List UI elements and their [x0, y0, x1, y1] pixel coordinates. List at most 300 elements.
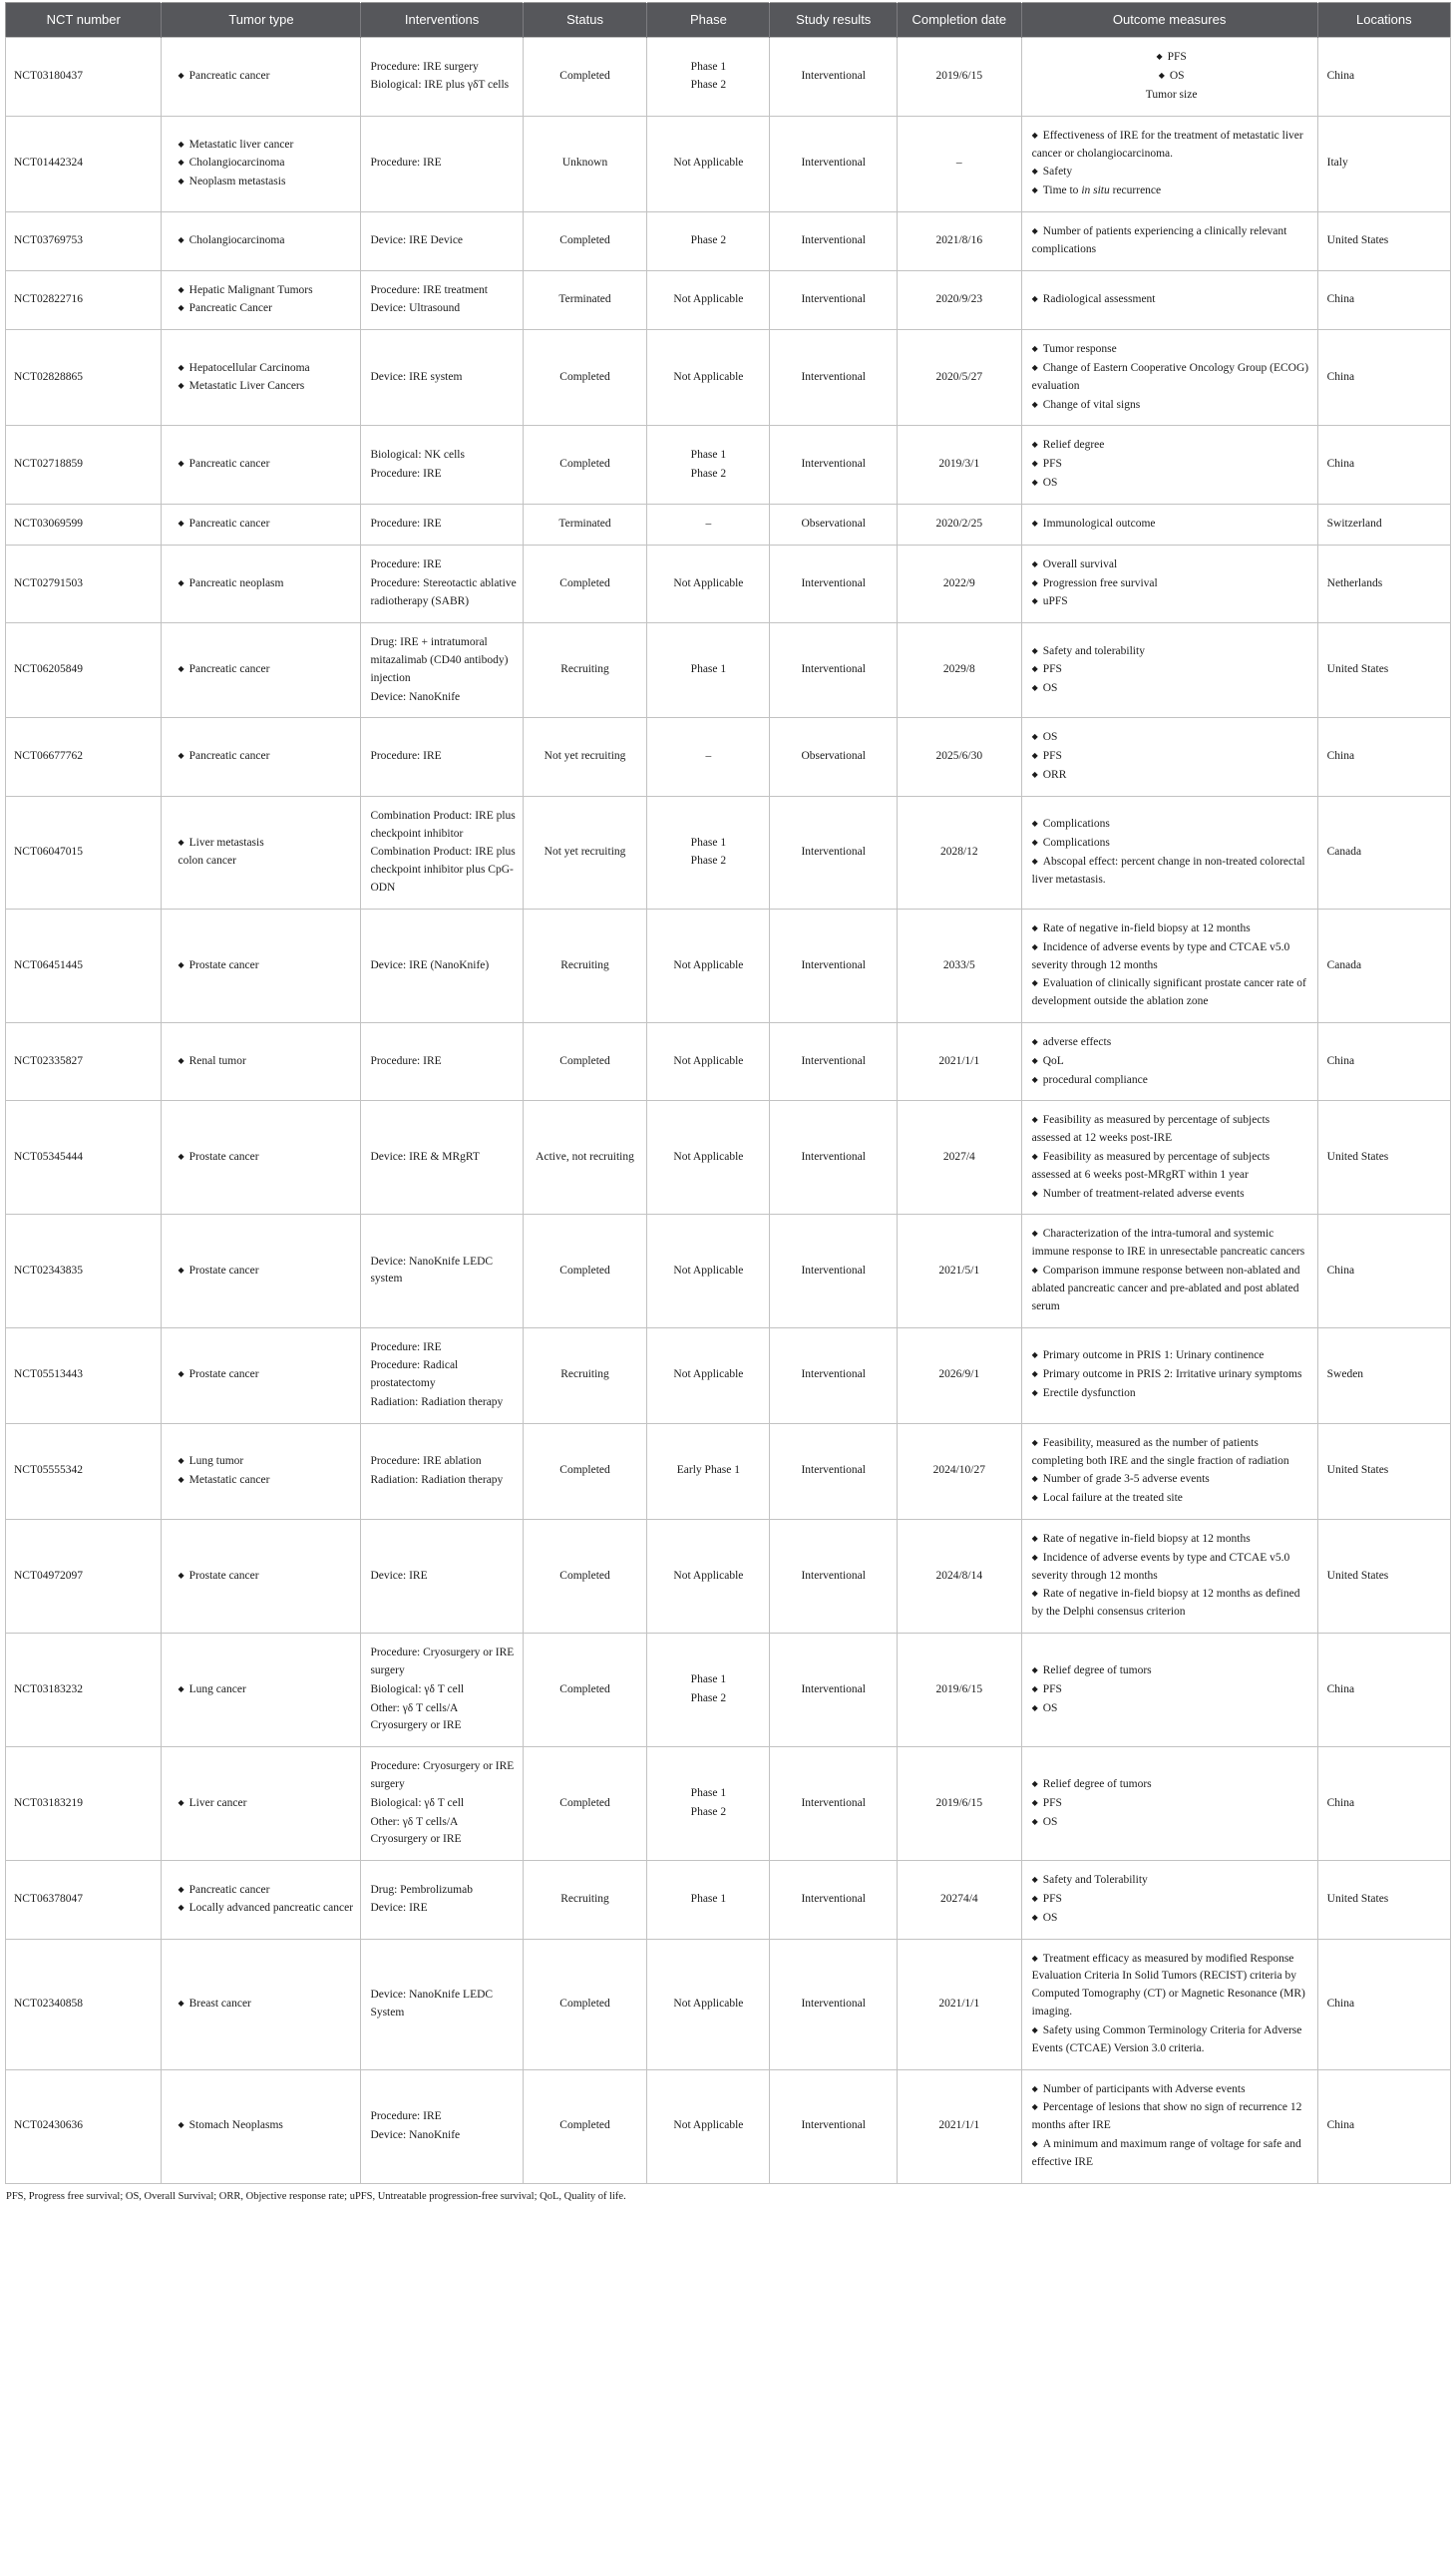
bullet-item: ◆ Locally advanced pancreatic cancer: [178, 1902, 354, 1915]
text-line: Other: γδ T cells/A Cryosurgery or IRE: [370, 1701, 462, 1732]
diamond-bullet-icon: ◆: [1031, 645, 1038, 655]
cell-locations: United States: [1317, 1423, 1450, 1519]
cell-status: Completed: [523, 545, 647, 622]
bullet-item: ◆ Pancreatic neoplasm: [178, 576, 284, 589]
cell-outcome-measures: [1021, 1022, 1317, 1100]
cell-phase: [647, 623, 770, 718]
diamond-bullet-icon: ◆: [1031, 1953, 1038, 1963]
bullet-item: ◆ Rate of negative in-field biopsy at 12 months: [1031, 1533, 1251, 1545]
cell-phase: [647, 718, 770, 796]
text-line: Procedure: IRE: [370, 157, 442, 170]
text-line: Device: NanoKnife: [370, 2128, 461, 2141]
diamond-bullet-icon: ◆: [178, 1797, 184, 1807]
bullet-item: ◆ Erectile dysfunction: [1031, 1387, 1136, 1400]
bullet-item: ◆ Pancreatic cancer: [178, 458, 270, 471]
cell-interventions: [361, 1423, 523, 1519]
cell-outcome-measures: [1021, 270, 1317, 330]
cell-interventions: [361, 796, 523, 909]
diamond-bullet-icon: ◆: [1031, 1055, 1038, 1065]
cell-study-results: Interventional: [770, 116, 898, 211]
bullet-item: ◆ Rate of negative in-field biopsy at 12 months: [1031, 921, 1251, 934]
table-row: [6, 1634, 1451, 1747]
cell-nct-number: NCT02340858: [6, 1939, 162, 2069]
table-row: [6, 623, 1451, 718]
diamond-bullet-icon: ◆: [1031, 1894, 1038, 1903]
text-line: Combination Product: IRE plus checkpoint inhibitor: [370, 809, 516, 840]
cell-nct-number: NCT02718859: [6, 426, 162, 504]
cell-tumor-type: [162, 1327, 361, 1423]
diamond-bullet-icon: ◆: [1031, 922, 1038, 932]
cell-status: Completed: [523, 1423, 647, 1519]
text-line: colon cancer: [178, 855, 236, 868]
cell-outcome-measures: [1021, 1215, 1317, 1327]
bullet-item: ◆ Relief degree of tumors: [1031, 1777, 1152, 1790]
diamond-bullet-icon: ◆: [1031, 363, 1038, 372]
table-row: [6, 1215, 1451, 1327]
table-row: [6, 909, 1451, 1022]
diamond-bullet-icon: ◆: [178, 1884, 184, 1894]
bullet-item: ◆ Number of treatment-related adverse events: [1031, 1187, 1245, 1200]
cell-nct-number: NCT04972097: [6, 1520, 162, 1634]
cell-locations: United States: [1317, 211, 1450, 270]
bullet-item: ◆ Safety using Common Terminology Criteria for Adverse Events (CTCAE) Version 3.0 criteria.: [1031, 2023, 1302, 2054]
text-line: Phase 2: [690, 233, 727, 246]
text-line: Procedure: Cryosurgery or IRE surgery: [370, 1647, 515, 1676]
text-line: Not Applicable: [673, 1054, 744, 1067]
cell-locations: Italy: [1317, 116, 1450, 211]
diamond-bullet-icon: ◆: [1031, 1036, 1038, 1046]
cell-locations: China: [1317, 1634, 1450, 1747]
text-line: Biological: γδ T cell: [370, 1796, 465, 1809]
bullet-item: ◆ PFS: [1031, 458, 1062, 471]
bullet-item: ◆ Renal tumor: [178, 1054, 246, 1067]
bullet-item: ◆ OS: [1031, 1701, 1058, 1714]
diamond-bullet-icon: ◆: [178, 1570, 184, 1580]
cell-completion-date: 2019/6/15: [897, 1634, 1021, 1747]
bullet-item: ◆ Prostate cancer: [178, 1264, 259, 1277]
text-line: Procedure: IRE ablation: [370, 1455, 482, 1468]
cell-outcome-measures: [1021, 116, 1317, 211]
diamond-bullet-icon: ◆: [178, 664, 184, 674]
text-line: Not Applicable: [673, 1997, 744, 2010]
diamond-bullet-icon: ◆: [1156, 52, 1163, 62]
bullet-item: ◆ Immunological outcome: [1031, 517, 1156, 530]
cell-outcome-measures: [1021, 2069, 1317, 2183]
cell-study-results: Interventional: [770, 330, 898, 426]
cell-status: Not yet recruiting: [523, 796, 647, 909]
cell-completion-date: 2022/9: [897, 545, 1021, 622]
cell-status: Completed: [523, 330, 647, 426]
diamond-bullet-icon: ◆: [178, 177, 184, 186]
text-line: Procedure: IRE treatment: [370, 283, 488, 296]
cell-nct-number: NCT02828865: [6, 330, 162, 426]
diamond-bullet-icon: ◆: [1031, 978, 1038, 988]
bullet-item: ◆ OS: [1031, 1815, 1058, 1828]
cell-interventions: [361, 116, 523, 211]
bullet-item: ◆ Progression free survival: [1031, 576, 1158, 589]
text-line: Device: IRE (NanoKnife): [370, 958, 490, 971]
diamond-bullet-icon: ◆: [1031, 1474, 1038, 1484]
table-row: [6, 1327, 1451, 1423]
cell-tumor-type: [162, 1939, 361, 2069]
cell-interventions: [361, 504, 523, 545]
cell-nct-number: NCT02343835: [6, 1215, 162, 1327]
diamond-bullet-icon: ◆: [178, 158, 184, 168]
cell-study-results: Interventional: [770, 1520, 898, 1634]
text-line: Device: Ultrasound: [370, 302, 461, 315]
diamond-bullet-icon: ◆: [178, 1683, 184, 1693]
cell-interventions: [361, 1861, 523, 1939]
cell-locations: China: [1317, 1747, 1450, 1861]
cell-locations: China: [1317, 1022, 1450, 1100]
cell-nct-number: NCT02335827: [6, 1022, 162, 1100]
cell-tumor-type: [162, 38, 361, 116]
cell-locations: Canada: [1317, 796, 1450, 909]
diamond-bullet-icon: ◆: [1031, 1152, 1038, 1161]
bullet-item: ◆ Incidence of adverse events by type and CTCAE v5.0 severity through 12 months: [1031, 1551, 1290, 1582]
cell-tumor-type: [162, 1634, 361, 1747]
cell-phase: [647, 426, 770, 504]
cell-nct-number: NCT06378047: [6, 1861, 162, 1939]
bullet-item: ◆ Incidence of adverse events by type and CTCAE v5.0 severity through 12 months: [1031, 940, 1290, 971]
bullet-item: ◆ OS: [1031, 682, 1058, 695]
table-row: [6, 270, 1451, 330]
text-line: Biological: γδ T cell: [370, 1682, 465, 1695]
cell-locations: Switzerland: [1317, 504, 1450, 545]
bullet-item: ◆ Feasibility as measured by percentage of subjects assessed at 6 weeks post-MRgRT within 1 year: [1031, 1151, 1271, 1181]
text-line: Device: NanoKnife LEDC system: [370, 1255, 494, 1286]
cell-tumor-type: [162, 796, 361, 909]
cell-study-results: Interventional: [770, 796, 898, 909]
cell-outcome-measures: [1021, 426, 1317, 504]
diamond-bullet-icon: ◆: [1031, 1816, 1038, 1826]
diamond-bullet-icon: ◆: [178, 139, 184, 149]
table-row: [6, 426, 1451, 504]
cell-phase: [647, 270, 770, 330]
table-row: [6, 2069, 1451, 2183]
bullet-item: ◆ Relief degree of tumors: [1031, 1663, 1152, 1676]
text-line: Procedure: IRE: [370, 467, 442, 480]
table-row: [6, 211, 1451, 270]
text-line: Not Applicable: [673, 370, 744, 383]
diamond-bullet-icon: ◆: [1031, 293, 1038, 303]
bullet-item: ◆ Prostate cancer: [178, 1151, 259, 1163]
bullet-item: ◆ procedural compliance: [1031, 1073, 1148, 1086]
cell-status: Completed: [523, 2069, 647, 2183]
cell-outcome-measures: [1021, 1939, 1317, 2069]
bullet-item: ◆ Neoplasm metastasis: [178, 176, 286, 188]
cell-phase: [647, 211, 770, 270]
bullet-item: ◆ Metastatic Liver Cancers: [178, 380, 305, 393]
bullet-item: ◆ Pancreatic Cancer: [178, 302, 272, 315]
diamond-bullet-icon: ◆: [1031, 770, 1038, 779]
text-line: Phase 1: [690, 836, 727, 849]
bullet-item: ◆ Cholangiocarcinoma: [178, 233, 285, 246]
text-line: Not Applicable: [673, 576, 744, 589]
diamond-bullet-icon: ◆: [178, 751, 184, 761]
text-line: Procedure: IRE: [370, 1054, 442, 1067]
diamond-bullet-icon: ◆: [1031, 1912, 1038, 1922]
bullet-item: ◆ Complications: [1031, 818, 1110, 831]
text-line: Not Applicable: [673, 958, 744, 971]
cell-status: Completed: [523, 1520, 647, 1634]
cell-phase: [647, 1327, 770, 1423]
diamond-bullet-icon: ◆: [1031, 751, 1038, 761]
text-line: Drug: IRE + intratumoral mitazalimab (CD40 antibody) injection: [370, 636, 509, 684]
text-line: Phase 2: [690, 1806, 727, 1819]
text-line: Drug: Pembrolizumab: [370, 1883, 473, 1896]
cell-nct-number: NCT03183219: [6, 1747, 162, 1861]
diamond-bullet-icon: ◆: [1031, 1437, 1038, 1447]
table-row: [6, 1423, 1451, 1519]
header-row: [6, 3, 1451, 38]
bullet-item: ◆ Relief degree: [1031, 439, 1105, 452]
bullet-item: ◆ Number of grade 3-5 adverse events: [1031, 1473, 1210, 1486]
text-line: Not Applicable: [673, 1151, 744, 1163]
cell-completion-date: 2021/5/1: [897, 1215, 1021, 1327]
bullet-item: ◆ Evaluation of clinically significant prostate cancer rate of development outside the ablation zone: [1031, 977, 1306, 1008]
cell-locations: China: [1317, 270, 1450, 330]
bullet-item: ◆ OS: [1031, 477, 1058, 490]
cell-tumor-type: [162, 1101, 361, 1215]
text-line: Tumor size: [1145, 88, 1198, 101]
diamond-bullet-icon: ◆: [1158, 71, 1165, 81]
text-line: Not Applicable: [673, 292, 744, 305]
diamond-bullet-icon: ◆: [1031, 856, 1038, 866]
cell-interventions: [361, 426, 523, 504]
diamond-bullet-icon: ◆: [1031, 558, 1038, 568]
bullet-item: ◆ Characterization of the intra-tumoral and systemic immune response to IRE in unresectable pancreatic cancers: [1031, 1228, 1305, 1259]
diamond-bullet-icon: ◆: [1031, 478, 1038, 488]
cell-interventions: [361, 211, 523, 270]
diamond-bullet-icon: ◆: [1031, 1875, 1038, 1885]
text-line: Phase 1: [690, 1893, 727, 1905]
text-line: Phase 1: [690, 1673, 727, 1686]
text-line: Not Applicable: [673, 1569, 744, 1582]
cell-interventions: [361, 1747, 523, 1861]
cell-nct-number: NCT03180437: [6, 38, 162, 116]
cell-completion-date: 2027/4: [897, 1101, 1021, 1215]
cell-completion-date: 2020/5/27: [897, 330, 1021, 426]
diamond-bullet-icon: ◆: [1031, 819, 1038, 829]
bullet-item: ◆ Pancreatic cancer: [178, 750, 270, 763]
text-line: Not Applicable: [673, 1368, 744, 1381]
cell-interventions: [361, 718, 523, 796]
cell-study-results: Interventional: [770, 1101, 898, 1215]
diamond-bullet-icon: ◆: [1031, 1369, 1038, 1379]
table-row: [6, 796, 1451, 909]
bullet-item: ◆ Time to in situ recurrence: [1031, 184, 1162, 197]
cell-nct-number: NCT02791503: [6, 545, 162, 622]
cell-tumor-type: [162, 211, 361, 270]
cell-status: Active, not recruiting: [523, 1101, 647, 1215]
cell-status: Completed: [523, 1634, 647, 1747]
text-line: Procedure: IRE: [370, 750, 442, 763]
bullet-item: ◆ Primary outcome in PRIS 1: Urinary continence: [1031, 1349, 1265, 1362]
diamond-bullet-icon: ◆: [1031, 1074, 1038, 1084]
cell-outcome-measures: [1021, 211, 1317, 270]
cell-completion-date: 2020/2/25: [897, 504, 1021, 545]
text-line: Combination Product: IRE plus checkpoint inhibitor plus CpG-ODN: [370, 846, 516, 895]
cell-interventions: [361, 1939, 523, 2069]
cell-locations: China: [1317, 426, 1450, 504]
diamond-bullet-icon: ◆: [1031, 941, 1038, 951]
text-line: Not Applicable: [673, 2119, 744, 2132]
bullet-item: ◆ Lung tumor: [178, 1455, 244, 1468]
cell-locations: Sweden: [1317, 1327, 1450, 1423]
cell-locations: United States: [1317, 623, 1450, 718]
text-line: Device: NanoKnife: [370, 690, 461, 703]
table-row: [6, 718, 1451, 796]
cell-locations: China: [1317, 38, 1450, 116]
cell-locations: United States: [1317, 1861, 1450, 1939]
cell-completion-date: 2019/3/1: [897, 426, 1021, 504]
cell-nct-number: NCT06677762: [6, 718, 162, 796]
cell-tumor-type: [162, 504, 361, 545]
diamond-bullet-icon: ◆: [178, 1474, 184, 1484]
text-line: Radiation: Radiation therapy: [370, 1473, 504, 1486]
bullet-item: ◆ Safety and tolerability: [1031, 644, 1145, 657]
cell-study-results: Observational: [770, 504, 898, 545]
bullet-item: ◆ Metastatic cancer: [178, 1473, 270, 1486]
diamond-bullet-icon: ◆: [1031, 1229, 1038, 1239]
diamond-bullet-icon: ◆: [178, 1055, 184, 1065]
cell-completion-date: 2021/1/1: [897, 1022, 1021, 1100]
cell-outcome-measures: [1021, 1747, 1317, 1861]
table-row: [6, 1747, 1451, 1861]
cell-phase: [647, 1215, 770, 1327]
cell-tumor-type: [162, 1747, 361, 1861]
cell-completion-date: 2033/5: [897, 909, 1021, 1022]
text-line: Phase 2: [690, 1692, 727, 1705]
text-line: Other: γδ T cells/A Cryosurgery or IRE: [370, 1815, 462, 1846]
diamond-bullet-icon: ◆: [1031, 577, 1038, 587]
diamond-bullet-icon: ◆: [178, 1152, 184, 1161]
diamond-bullet-icon: ◆: [1031, 2102, 1038, 2112]
diamond-bullet-icon: ◆: [178, 1903, 184, 1913]
table-row: [6, 116, 1451, 211]
cell-locations: United States: [1317, 1520, 1450, 1634]
bullet-item: ◆ Comparison immune response between non-ablated and ablated pancreatic cancer and pre-ablated and post ablated serum: [1031, 1265, 1300, 1312]
bullet-item: ◆ Prostate cancer: [178, 1368, 259, 1381]
cell-completion-date: 2021/1/1: [897, 2069, 1021, 2183]
text-line: Device: IRE: [370, 1902, 428, 1915]
cell-interventions: [361, 623, 523, 718]
cell-study-results: Interventional: [770, 426, 898, 504]
cell-nct-number: NCT05513443: [6, 1327, 162, 1423]
cell-completion-date: 2024/10/27: [897, 1423, 1021, 1519]
column-header: Completion date: [897, 3, 1021, 38]
cell-phase: [647, 38, 770, 116]
cell-phase: [647, 909, 770, 1022]
diamond-bullet-icon: ◆: [1031, 167, 1038, 177]
cell-status: Completed: [523, 38, 647, 116]
cell-status: Completed: [523, 1747, 647, 1861]
diamond-bullet-icon: ◆: [1031, 1664, 1038, 1674]
cell-nct-number: NCT06047015: [6, 796, 162, 909]
cell-outcome-measures: [1021, 330, 1317, 426]
text-line: Procedure: IRE: [370, 2109, 442, 2122]
cell-status: Completed: [523, 1022, 647, 1100]
bullet-item: ◆ Pancreatic cancer: [178, 663, 270, 676]
cell-phase: [647, 1861, 770, 1939]
diamond-bullet-icon: ◆: [1031, 399, 1038, 409]
cell-status: Completed: [523, 211, 647, 270]
bullet-item: ◆ Safety and Tolerability: [1031, 1874, 1148, 1887]
cell-interventions: [361, 2069, 523, 2183]
diamond-bullet-icon: ◆: [1031, 1388, 1038, 1398]
diamond-bullet-icon: ◆: [1031, 225, 1038, 235]
cell-phase: [647, 1634, 770, 1747]
cell-status: Recruiting: [523, 1327, 647, 1423]
diamond-bullet-icon: ◆: [178, 2120, 184, 2130]
cell-outcome-measures: [1021, 1861, 1317, 1939]
text-line: Procedure: Cryosurgery or IRE surgery: [370, 1760, 515, 1790]
cell-interventions: [361, 1022, 523, 1100]
diamond-bullet-icon: ◆: [1031, 440, 1038, 450]
diamond-bullet-icon: ◆: [178, 234, 184, 244]
cell-study-results: Interventional: [770, 545, 898, 622]
cell-tumor-type: [162, 426, 361, 504]
diamond-bullet-icon: ◆: [1031, 1552, 1038, 1562]
text-line: Phase 2: [690, 79, 727, 92]
cell-outcome-measures: [1021, 1327, 1317, 1423]
cell-completion-date: 2026/9/1: [897, 1327, 1021, 1423]
cell-phase: [647, 1101, 770, 1215]
diamond-bullet-icon: ◆: [178, 1456, 184, 1466]
bullet-item: ◆ Lung cancer: [178, 1682, 246, 1695]
bullet-item: ◆ OS: [1158, 70, 1185, 83]
text-line: Early Phase 1: [676, 1464, 741, 1477]
cell-interventions: [361, 545, 523, 622]
bullet-item: ◆ Overall survival: [1031, 557, 1118, 570]
cell-completion-date: 2019/6/15: [897, 38, 1021, 116]
cell-tumor-type: [162, 545, 361, 622]
bullet-item: ◆ Hepatic Malignant Tumors: [178, 283, 313, 296]
diamond-bullet-icon: ◆: [1031, 1797, 1038, 1807]
bullet-item: ◆ ORR: [1031, 769, 1067, 781]
diamond-bullet-icon: ◆: [178, 71, 184, 81]
cell-status: Recruiting: [523, 1861, 647, 1939]
cell-phase: [647, 1423, 770, 1519]
column-header: Status: [523, 3, 647, 38]
cell-outcome-measures: [1021, 1423, 1317, 1519]
bullet-item: ◆ Pancreatic cancer: [178, 1883, 270, 1896]
diamond-bullet-icon: ◆: [1031, 2138, 1038, 2148]
text-line: Procedure: Stereotactic ablative radiotherapy (SABR): [370, 577, 517, 607]
cell-outcome-measures: [1021, 623, 1317, 718]
diamond-bullet-icon: ◆: [1031, 344, 1038, 354]
diamond-bullet-icon: ◆: [1031, 130, 1038, 140]
cell-interventions: [361, 270, 523, 330]
bullet-item: ◆ Feasibility, measured as the number of patients completing both IRE and the single fraction of radiation: [1031, 1436, 1289, 1467]
text-line: Biological: NK cells: [370, 448, 465, 461]
cell-completion-date: 2024/8/14: [897, 1520, 1021, 1634]
table-body: [6, 38, 1451, 2183]
cell-nct-number: NCT03769753: [6, 211, 162, 270]
cell-tumor-type: [162, 1861, 361, 1939]
cell-status: Recruiting: [523, 909, 647, 1022]
text-line: Phase 1: [690, 448, 727, 461]
bullet-item: ◆ PFS: [1031, 1796, 1062, 1809]
bullet-item: ◆ Pancreatic cancer: [178, 517, 270, 530]
bullet-item: ◆ Treatment efficacy as measured by modified Response Evaluation Criteria In Solid Tumors (RECIST) criteria by Computed Tomography (CT) or Magnetic Resonance (MR) imaging.: [1031, 1952, 1305, 2019]
text-line: Procedure: IRE: [370, 1340, 442, 1353]
cell-phase: [647, 2069, 770, 2183]
cell-phase: [647, 796, 770, 909]
cell-nct-number: NCT03069599: [6, 504, 162, 545]
bullet-item: ◆ Rate of negative in-field biopsy at 12 months as defined by the Delphi consensus criterion: [1031, 1588, 1300, 1619]
